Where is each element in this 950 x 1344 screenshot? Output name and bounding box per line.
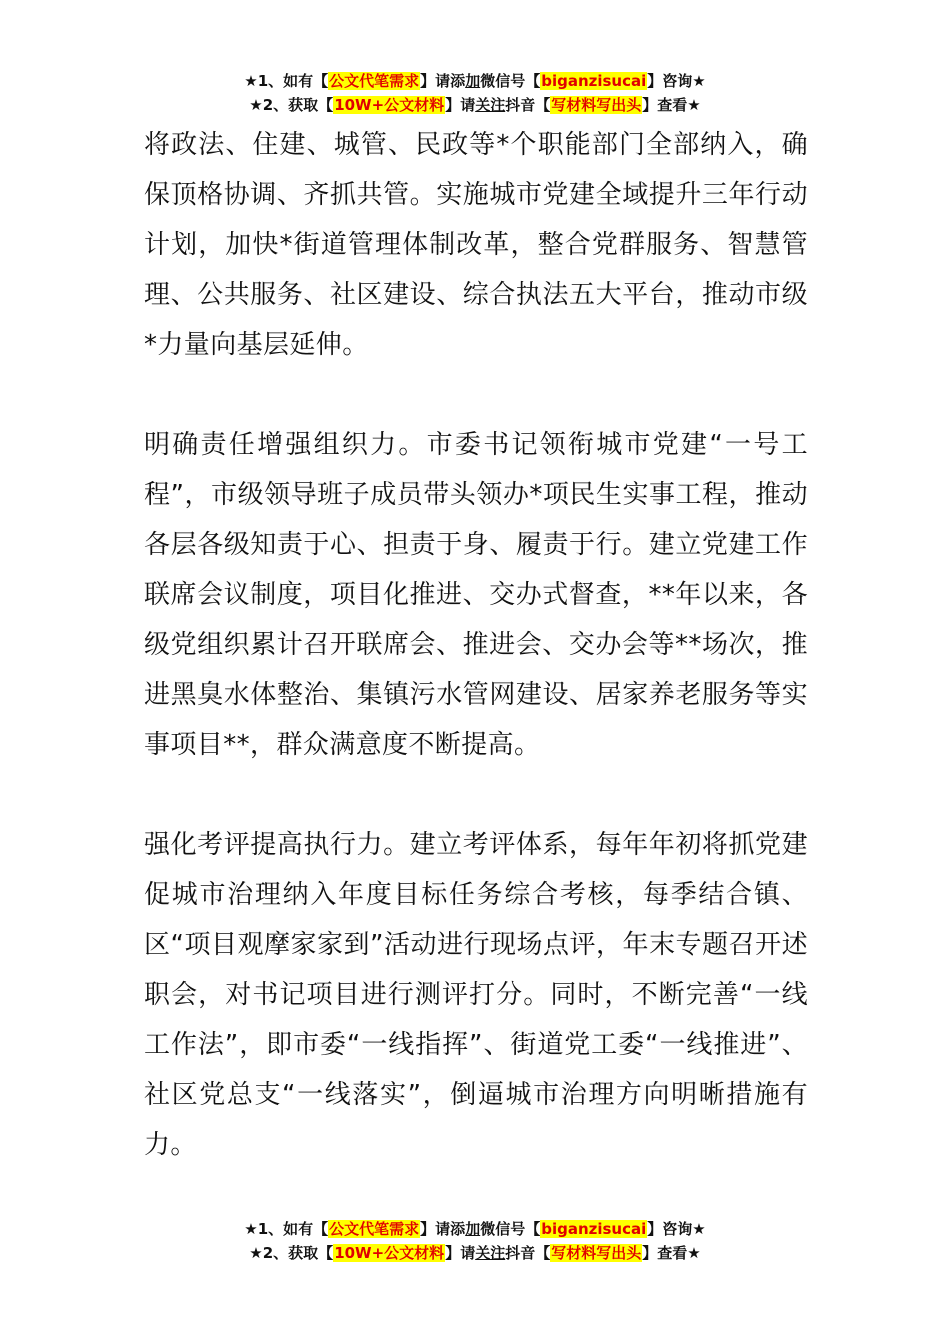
banner-text: 】咨询★ (647, 72, 706, 90)
banner-emphasis: 加 (465, 1220, 481, 1238)
banner-text: 】咨询★ (647, 1220, 706, 1238)
banner-highlight: 写材料写出头 (551, 96, 642, 114)
banner-text: 微信号【 (480, 72, 541, 90)
banner-text: ★2、获取【 (249, 1244, 334, 1262)
banner-text: ★2、获取【 (249, 96, 334, 114)
banner-text: 】请 (445, 1244, 476, 1262)
banner-text: 微信号【 (480, 1220, 541, 1238)
banner-text: 】请添 (420, 72, 466, 90)
banner-highlight: biganzisucai (541, 1220, 647, 1238)
paragraph-spacer (144, 770, 808, 820)
banner-text: 】查看★ (642, 96, 701, 114)
banner-text: ★1、如有【 (244, 1220, 329, 1238)
banner-text: 】查看★ (642, 1244, 701, 1262)
banner-highlight: 公文代笔需求 (329, 72, 420, 90)
banner-highlight: biganzisucai (541, 72, 647, 90)
header-banner (0, 69, 950, 117)
banner-text: 抖音【 (505, 1244, 551, 1262)
banner-highlight: 写材料写出头 (551, 1244, 642, 1262)
banner-highlight: 公文代笔需求 (329, 1220, 420, 1238)
banner-highlight: 10W+公文材料 (334, 1244, 445, 1262)
banner-emphasis: 加 (465, 72, 481, 90)
banner-text: ★1、如有【 (244, 72, 329, 90)
banner-highlight: 10W+公文材料 (334, 96, 445, 114)
banner-line-1 (0, 1217, 950, 1241)
banner-line-2 (0, 93, 950, 117)
banner-emphasis: 关注 (475, 96, 506, 114)
body-paragraph-2: 明确责任增强组织力。市委书记领衔城市党建“一号工程”，市级领导班子成员带头领办*项民生实事工程，推动各层各级知责于心、担责于身、履责于行。建立党建工作联席会议制度，项目化推进、交办式督查，**年以来，各级党组织累计召开联席会、推进会、交办会等**场次，推进黑臭水体整治、集镇污水管网建设、居家养老服务等实事项目**，群众满意度不断提高。 (144, 430, 808, 760)
footer-banner (0, 1217, 950, 1265)
banner-text: 抖音【 (505, 96, 551, 114)
banner-text: 】请添 (420, 1220, 466, 1238)
banner-text: 】请 (445, 96, 476, 114)
banner-line-2 (0, 1241, 950, 1265)
banner-emphasis: 关注 (475, 1244, 506, 1262)
body-paragraph-3: 强化考评提高执行力。建立考评体系，每年年初将抓党建促城市治理纳入年度目标任务综合考核，每季结合镇、区“项目观摩家家到”活动进行现场点评，年末专题召开述职会，对书记项目进行测评打分。同时，不断完善“一线工作法”，即市委“一线指挥”、街道党工委“一线推进”、社区党总支“一线落实”，倒逼城市治理方向明晰措施有力。 (144, 830, 808, 1160)
document-body (144, 120, 808, 1170)
body-paragraph-1: 将政法、住建、城管、民政等*个职能部门全部纳入，确保顶格协调、齐抓共管。实施城市党建全域提升三年行动计划，加快*街道管理体制改革，整合党群服务、智慧管理、公共服务、社区建设、综合执法五大平台，推动市级*力量向基层延伸。 (144, 130, 808, 360)
banner-line-1 (0, 69, 950, 93)
paragraph-spacer (144, 370, 808, 420)
